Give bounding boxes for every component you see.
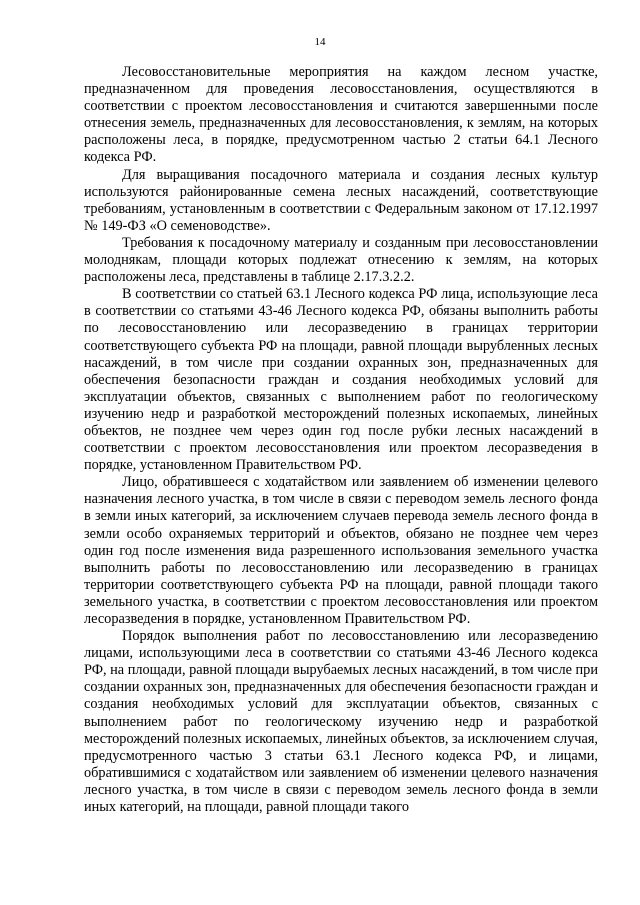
paragraph-land-purpose-change: Лицо, обратившееся с ходатайством или заявлением об изменении целевого назначения лесного участка, в том числе в связи с переводом земель лесного фонда в земли иных категорий, за исключением случаев перевода земель лесного фонда в земли особо охраняемых территорий и объектов, обязано не позднее чем через один год после изменения вида разрешенного использования земельного участка выполнить работы по лесовосстановлению или лесоразведению в границах территории соответствующего субъекта РФ на площади, равной площади такого земельного участка, в соответствии с проектом лесовосстановления или проектом лесоразведения в порядке, установленном Правительством РФ. [84,474,598,627]
paragraph-work-procedure: Порядок выполнения работ по лесовосстановлению или лесоразведению лицами, использующими леса в соответствии со статьями 43-46 Лесного кодекса РФ, на площади, равной площади вырубаемых лесных насаждений, в том числе при создании охранных зон, предназначенных для обеспечения безопасности граждан и создания необходимых условий для эксплуатации объектов, связанных с выполнением работ по геологическому изучению недр и разработкой месторождений полезных ископаемых, линейных объектов, за исключением случая, предусмотренного частью 3 статьи 63.1 Лесного кодекса РФ, и лицами, обратившимися с ходатайством или заявлением об изменении целевого назначения лесного участка, в том числе в связи с переводом земель лесного фонда в земли иных категорий, на площади, равной площади такого [84,628,598,816]
paragraph-planting-material-requirements: Требования к посадочному материалу и созданным при лесовосстановлении молоднякам, площади которых подлежат отнесению к землям, на которых расположены леса, представлены в таблице 2.17.3.2.2. [84,234,598,286]
body-text [84,64,598,816]
paragraph-article-63-1-obligations: В соответствии со статьей 63.1 Лесного кодекса РФ лица, использующие леса в соответствии со статьями 43-46 Лесного кодекса РФ, обязаны выполнить работы по лесовосстановлению или лесоразведению в границах территории соответствующего субъекта РФ на площади, равной площади вырубленных лесных насаждений, в том числе при создании охранных зон, предназначенных для обеспечения безопасности граждан и создания необходимых условий для эксплуатации объектов, связанных с выполнением работ по геологическому изучению недр и разработкой месторождений полезных ископаемых, линейных объектов, не позднее чем через один год после рубки лесных насаждений в соответствии с проектом лесовосстановления или проектом лесоразведения в порядке, установленном Правительством РФ. [84,286,598,474]
paragraph-reforestation-measures: Лесовосстановительные мероприятия на каждом лесном участке, предназначенном для проведения лесовосстановления, осуществляются в соответствии с проектом лесовосстановления и считаются завершенными после отнесения земель, предназначенных для лесовосстановления, к землям, на которых расположены леса, в порядке, предусмотренном частью 2 статьи 64.1 Лесного кодекса РФ. [84,64,598,166]
page-number: 14 [314,36,326,48]
paragraph-seed-requirements: Для выращивания посадочного материала и создания лесных культур используются районированные семена лесных насаждений, соответствующие требованиям, установленным в соответствии с Федеральным законом от 17.12.1997 № 149-ФЗ «О семеноводстве». [84,166,598,234]
